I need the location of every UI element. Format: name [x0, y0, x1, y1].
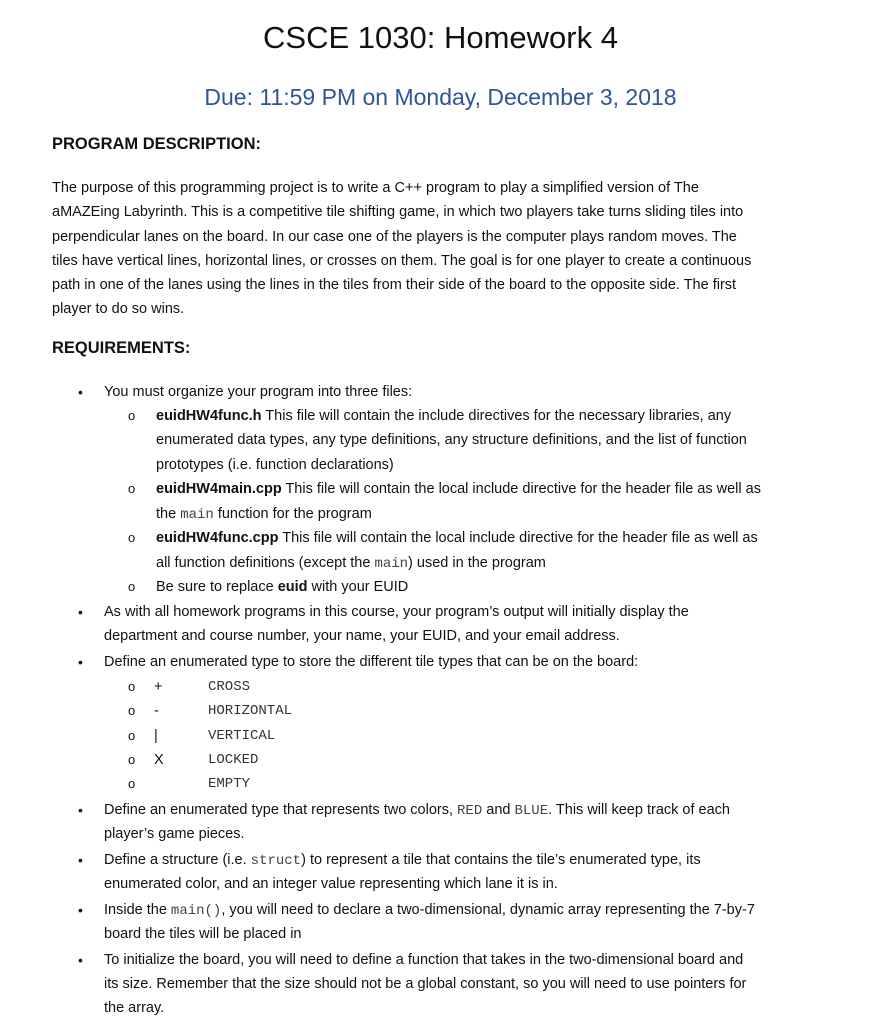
bullet-icon: • [78, 952, 83, 968]
file-name: euidHW4func.cpp [156, 530, 279, 546]
file-name: euidHW4main.cpp [156, 481, 282, 497]
tile-symbol: | [154, 728, 158, 744]
file-name: euidHW4func.h [156, 408, 262, 424]
tile-symbol: - [154, 703, 159, 719]
list-item-continuation: prototypes (i.e. function declarations) [156, 457, 394, 473]
due-date: Due: 11:59 PM on Monday, December 3, 2018 [204, 84, 677, 110]
list-item: o euidHW4main.cpp This file will contain the local include directive for the header file as well as [0, 477, 881, 501]
description-line: aMAZEing Labyrinth. This is a competitive tile shifting game, in which two players take turns sliding tiles into [52, 204, 744, 221]
list-item-continuation: player’s game pieces. [104, 826, 245, 842]
tile-symbol: X [154, 752, 164, 768]
list-item-continuation: enumerated color, and an integer value representing which lane it is in. [104, 876, 558, 892]
sub-bullet-icon: o [128, 579, 136, 594]
list-item: • Inside the main(), you will need to declare a two-dimensional, dynamic array representing the 7-by-7 [0, 898, 881, 922]
tile-type-item [0, 675, 881, 699]
tile-name: HORIZONTAL [208, 703, 293, 719]
list-item: • Define an enumerated type that represents two colors, RED and BLUE. This will keep track of each [0, 798, 881, 822]
tile-type-item [0, 748, 881, 772]
description-line: tiles have vertical lines, horizontal lines, or crosses on them. The goal is for one player to create a continuous [52, 252, 752, 269]
list-item-continuation: the array. [104, 1000, 165, 1016]
sub-bullet-icon: o [128, 752, 136, 767]
bullet-icon: • [78, 654, 83, 670]
bullet-icon: • [78, 384, 83, 400]
list-item: • As with all homework programs in this course, your program’s output will initially display the [0, 600, 881, 624]
bullet-icon: • [78, 802, 83, 818]
sub-bullet-icon: o [128, 481, 136, 496]
description-line: perpendicular lanes on the board. In our case one of the players is the computer plays random moves. The [52, 228, 737, 245]
tile-type-item [0, 724, 881, 748]
list-item: o Be sure to replace euid with your EUID [0, 575, 881, 599]
list-item: • You must organize your program into three files: [0, 380, 881, 404]
bullet-icon: • [78, 852, 83, 868]
sub-bullet-icon: o [128, 408, 136, 423]
list-item: • Define an enumerated type to store the different tile types that can be on the board: [0, 650, 881, 674]
list-item-continuation: board the tiles will be placed in [104, 926, 302, 942]
requirements-heading: REQUIREMENTS: [52, 339, 191, 357]
bullet-icon: • [78, 604, 83, 620]
list-item: o euidHW4func.cpp This file will contain the local include directive for the header file as well as [0, 526, 881, 550]
tile-name: EMPTY [208, 776, 251, 792]
list-item-continuation: the main function for the program [156, 506, 372, 523]
description-line: player to do so wins. [52, 301, 185, 318]
tile-symbol: + [154, 679, 163, 695]
program-description-heading: PROGRAM DESCRIPTION: [52, 135, 262, 153]
sub-bullet-icon: o [128, 679, 136, 694]
program-description-text [52, 176, 827, 322]
tile-type-item [0, 772, 881, 796]
tile-name: VERTICAL [208, 728, 276, 744]
list-item-continuation: department and course number, your name, your EUID, and your email address. [104, 628, 620, 644]
list-item: • To initialize the board, you will need to define a function that takes in the two-dimensional board and [0, 948, 881, 972]
bullet-icon: • [78, 902, 83, 918]
tile-name: LOCKED [208, 752, 259, 768]
sub-bullet-icon: o [128, 703, 136, 718]
description-line: path in one of the lanes using the lines in the tiles from their side of the board to the opposite side. The first [52, 277, 737, 294]
list-item: • Define a structure (i.e. struct) to represent a tile that contains the tile’s enumerated type, its [0, 848, 881, 872]
list-item: o euidHW4func.h This file will contain the include directives for the necessary libraries, any [0, 404, 881, 428]
list-item-continuation: enumerated data types, any type definitions, any structure definitions, and the list of function [156, 432, 747, 448]
description-line: The purpose of this programming project is to write a C++ program to play a simplified version of The [52, 180, 699, 196]
sub-bullet-icon: o [128, 776, 136, 791]
page-title: CSCE 1030: Homework 4 [263, 20, 618, 55]
list-item-continuation: its size. Remember that the size should not be a global constant, so you will need to use pointers for [104, 976, 747, 992]
list-item-continuation: all function definitions (except the main) used in the program [156, 555, 546, 572]
sub-bullet-icon: o [128, 530, 136, 545]
sub-bullet-icon: o [128, 728, 136, 743]
tile-name: CROSS [208, 679, 251, 695]
tile-type-item [0, 699, 881, 723]
